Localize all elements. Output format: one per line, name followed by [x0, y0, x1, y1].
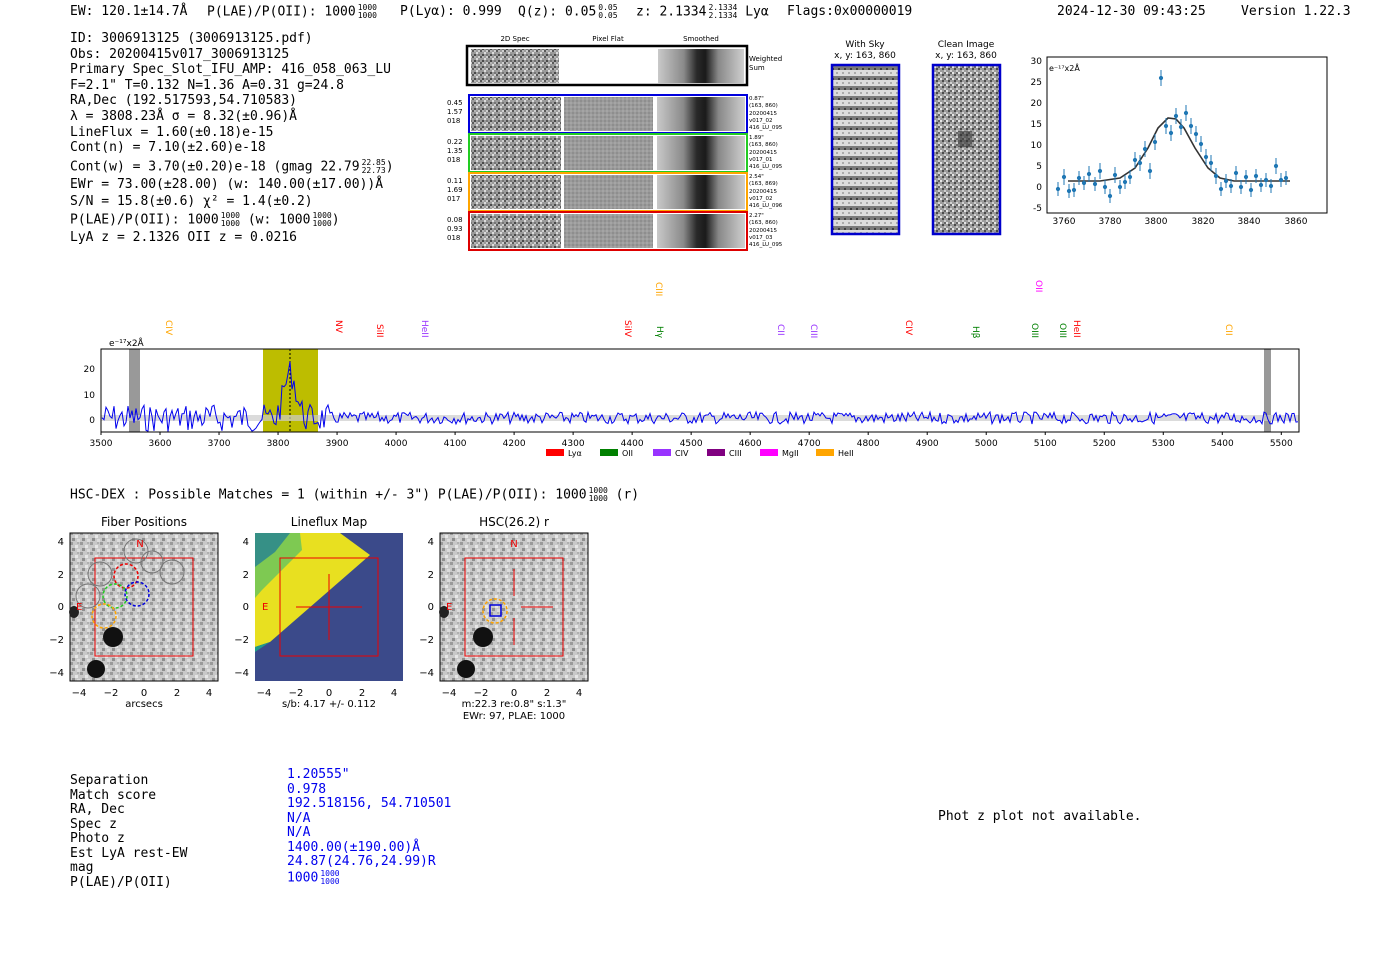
panel3-xtick-2: 0: [510, 688, 518, 699]
info-lineflux: LineFlux = 1.60(±0.18)e-15: [70, 124, 274, 140]
legend-label-heii: HeII: [838, 449, 854, 458]
fiber-row-4-smoothed: [657, 214, 745, 248]
hsc-matches-lo: 1000: [588, 494, 608, 503]
panel1-xlabel: arcsecs: [125, 699, 163, 710]
line-fit-datapoints: [1056, 70, 1287, 203]
hsc-matches-text: HSC-DEX : Possible Matches = 1 (within +/- 3") P(LAE)/P(OII): 1000: [70, 487, 587, 503]
full-spec-xtick-label: 3500: [89, 439, 113, 449]
header-version: Version 1.22.3: [1241, 4, 1351, 19]
full-spec-xtick-label: 4800: [856, 439, 880, 449]
fiber-row-3-right-2: 20200415: [749, 189, 777, 195]
fiber-row-4-left-1: 0.93: [447, 225, 463, 233]
info-block: [70, 31, 394, 246]
panel2-ytick-0: 4: [242, 537, 249, 548]
hsc-matches-hi: 1000: [588, 486, 608, 495]
line-label-1: NV: [333, 320, 343, 333]
line-fit-plot: [1020, 50, 1340, 235]
info-id: ID: 3006913125 (3006913125.pdf): [70, 31, 313, 46]
match-key-lya-ew: Est LyA rest-EW: [70, 845, 188, 861]
match-table-keys: [70, 774, 187, 890]
panel3-yticks: [419, 537, 434, 679]
panel3-ytick-3: −2: [419, 635, 434, 646]
line-fit-xticks: [1053, 217, 1308, 227]
full-spec-xtick-label: 5200: [1092, 439, 1116, 449]
panel1-xticks: [72, 688, 213, 699]
legend-label-lya: Lyα: [568, 449, 582, 458]
full-spec-xtick-label: 4000: [384, 439, 408, 449]
weighted-sum-smoothed: [658, 49, 744, 83]
panel1-galaxy-2: [87, 660, 105, 678]
full-spec-xtick-label: 5000: [974, 439, 998, 449]
sky-panels: [820, 36, 1010, 241]
panel2-ytick-2: 0: [242, 602, 249, 613]
fiber-row-3-flat: [564, 175, 653, 209]
info-contw-close: ): [385, 159, 394, 175]
legend-swatch-heii: [816, 449, 834, 456]
match-key-mag: mag: [70, 860, 94, 875]
with-sky-xy: x, y: 163, 860: [834, 51, 896, 61]
fiber-row-2-right-2: 20200415: [749, 150, 777, 156]
full-spec-xtick-label: 5400: [1210, 439, 1234, 449]
line-fit-xtick-4: 3840: [1237, 217, 1261, 227]
phot-z-note: Phot z plot not available.: [938, 809, 1142, 824]
match-val-radec: 192.518156, 54.710501: [287, 796, 452, 811]
legend-label-mgii: MgII: [782, 449, 799, 458]
col-header-smoothed: Smoothed: [683, 35, 719, 43]
panel1-ytick-4: −4: [49, 668, 64, 679]
fiber-row-4-left-2: 018: [447, 234, 461, 242]
header-z-line: Lyα: [745, 4, 769, 20]
fiber-row-4-flat: [564, 214, 653, 248]
info-contw-text: Cont(w) = 3.70(±0.20)e-18 (gmag 22.79: [70, 159, 360, 175]
header-qz-frac: [598, 4, 617, 20]
full-spec-xtick-label: 5300: [1151, 439, 1175, 449]
panel1-east: E: [76, 602, 83, 613]
fiber-row-2-flat: [564, 136, 653, 170]
full-spec-xticks: [90, 432, 1293, 449]
full-spec-xtick-label: 3900: [325, 439, 349, 449]
panel2-xtick-4: 4: [390, 688, 398, 699]
fiber-row-1-left-2: 018: [447, 117, 461, 125]
panel3-ytick-1: 2: [427, 570, 434, 581]
legend-label-ciii: CIII: [729, 449, 742, 458]
line-fit-xtick-1: 3780: [1098, 217, 1122, 227]
fiber-row-3-left-0: 0.11: [447, 177, 463, 185]
legend-swatch-ciii: [707, 449, 725, 456]
panel1-xtick-3: 2: [173, 688, 181, 699]
info-plae-hi: 1000: [220, 211, 240, 221]
panel3-ytick-4: −4: [419, 668, 434, 679]
fiber-row-1-right-3: v017_02: [749, 118, 773, 124]
panel3-galaxy-1: [473, 627, 493, 647]
fiber-row-3: [447, 173, 783, 211]
line-label-14: HeII: [1071, 320, 1081, 338]
panel3-galaxy-2: [457, 660, 475, 678]
full-spec-xtick-label: 4900: [915, 439, 939, 449]
fiber-row-2-smoothed: [657, 136, 745, 170]
match-val-plae-lo: 1000: [320, 876, 340, 886]
line-label-3: HeII: [419, 320, 429, 338]
panel2-ytick-1: 2: [242, 570, 249, 581]
fiber-row-1-left-1: 1.57: [447, 108, 463, 116]
match-val-plae: [287, 870, 451, 886]
full-spec-xtick-label: 3600: [148, 439, 172, 449]
match-key-score: Match score: [70, 787, 157, 803]
panel2-ytick-4: −4: [234, 668, 249, 679]
clean-image: [933, 65, 1000, 234]
line-label-13: OIII: [1057, 323, 1067, 339]
panel1-xtick-0: −4: [71, 688, 87, 699]
panel2-title: Lineflux Map: [290, 515, 368, 529]
match-key-separation: Separation: [70, 773, 149, 788]
info-plae-w-hi: 1000: [312, 211, 332, 221]
fiber-row-3-left-2: 017: [447, 195, 461, 203]
fiber-row-2-right-0: 1.89": [749, 135, 764, 141]
match-key-specz: Spec z: [70, 816, 117, 832]
fiber-row-1-right-0: 0.87": [749, 96, 764, 102]
hsc-matches-band: (r): [615, 487, 640, 503]
panel1-xtick-2: 0: [140, 688, 148, 699]
full-spec-xtick-label: 4400: [620, 439, 644, 449]
full-spec-xtick-label: 4500: [679, 439, 703, 449]
panel2-sb: s/b: 4.17 +/- 0.112: [281, 699, 377, 710]
fiber-row-2-left-2: 018: [447, 156, 461, 164]
panel2-east: E: [262, 602, 269, 613]
fiber-row-2-left-0: 0.22: [447, 138, 463, 146]
header-timestamp: 2024-12-30 09:43:25: [1057, 4, 1206, 19]
header-ew: EW: 120.1±14.7Å: [70, 4, 188, 19]
panel1-ytick-1: 2: [57, 570, 64, 581]
col-header-pixelflat: Pixel Flat: [592, 35, 624, 43]
fiber-row-2-2dspec: [471, 136, 561, 170]
hsc-matches-line: [70, 487, 639, 503]
info-fit: F=2.1" T=0.132 N=1.36 A=0.31 g=24.8: [70, 77, 344, 93]
info-contw: [70, 159, 394, 175]
panel3-north: N: [510, 539, 518, 550]
line-fit-ytick-7: -5: [1033, 204, 1042, 214]
info-primary: Primary Spec_Slot_IFU_AMP: 416_058_063_LU: [70, 62, 391, 78]
panel1-title: Fiber Positions: [100, 515, 188, 529]
header-z-label: z: 2.1334: [636, 4, 707, 20]
info-lyaz: LyA z = 2.1326 OII z = 0.0216: [70, 230, 297, 246]
line-label-12: OII: [1033, 280, 1043, 293]
full-spec-xtick-label: 4600: [738, 439, 762, 449]
info-plae-w-lo: 1000: [312, 219, 332, 229]
panel3-east: E: [446, 602, 453, 613]
line-label-8: CIII: [808, 324, 818, 339]
line-fit-ytick-6: 0: [1036, 183, 1042, 193]
panel3-xtick-1: −2: [473, 688, 489, 699]
match-val-specz: N/A: [287, 810, 311, 826]
panel3-image: [440, 533, 588, 681]
fiber-row-3-right-0: 2.54": [749, 174, 764, 180]
full-spec-xtick-label: 3800: [266, 439, 290, 449]
col-header-2dspec: 2D Spec: [500, 35, 530, 43]
fiber-row-3-left-1: 1.69: [447, 186, 463, 194]
line-fit-xtick-2: 3800: [1144, 217, 1168, 227]
image-panels: [40, 512, 610, 727]
full-spectrum-plot: [70, 278, 1310, 461]
match-val-separation: 1.20555": [287, 767, 350, 782]
line-fit-yticks: [1031, 57, 1043, 214]
fiber-row-3-right-4: 416_LU_096: [749, 203, 783, 209]
fiber-row-1-left-0: 0.45: [447, 99, 463, 107]
full-spec-ytick-2: 0: [89, 416, 95, 426]
panel1-ytick-0: 4: [57, 537, 64, 548]
match-val-lya-ew: 1400.00(±190.00)Å: [287, 839, 421, 855]
line-label-9: CIV: [903, 320, 913, 336]
fiber-row-2-right-3: v017_01: [749, 157, 773, 163]
panel3-xtick-0: −4: [441, 688, 457, 699]
fiber-row-4-right-0: 2.27": [749, 213, 764, 219]
panel1-xtick-4: 4: [205, 688, 213, 699]
fiber-row-4-left-0: 0.08: [447, 216, 463, 224]
panel3-xtick-4: 4: [575, 688, 583, 699]
header-qz: [518, 4, 618, 20]
line-fit-xtick-0: 3760: [1052, 217, 1076, 227]
with-sky-image: [832, 65, 899, 234]
match-val-mag: 24.87(24.76,24.99)R: [287, 854, 436, 869]
panel3-ytick-2: 0: [427, 602, 434, 613]
line-fit-unit-label: e⁻¹⁷x2Å: [1049, 64, 1080, 73]
match-val-score: 0.978: [287, 781, 327, 797]
line-label-10: Hβ: [970, 326, 980, 339]
header-plae-hi: 1000: [357, 3, 377, 12]
legend-label-civ: CIV: [675, 449, 689, 458]
with-sky-title: With Sky: [845, 40, 885, 50]
line-fit-ytick-3: 15: [1030, 120, 1042, 130]
line-fit-ytick-4: 10: [1030, 141, 1042, 151]
clean-image-source: [958, 131, 972, 147]
info-plae-w-frac: [312, 212, 331, 228]
match-key-photoz: Photo z: [70, 831, 125, 846]
match-val-photoz: N/A: [287, 825, 311, 840]
full-spec-xtick-label: 4200: [502, 439, 526, 449]
hsc-matches-frac: [589, 487, 608, 503]
line-fit-xtick-5: 3860: [1284, 217, 1308, 227]
panel1-ytick-2: 0: [57, 602, 64, 613]
info-plae-close: ): [331, 212, 340, 228]
panel1-yticks: [49, 537, 64, 679]
full-spec-ytick-1: 10: [83, 391, 95, 401]
header-z: [636, 4, 769, 20]
panel1-north: N: [136, 539, 144, 550]
panel1-ytick-3: −2: [49, 635, 64, 646]
panel1-xtick-1: −2: [103, 688, 119, 699]
fiber-row-1: [447, 95, 783, 133]
info-contw-lo: 22.73: [361, 165, 386, 175]
header-z-hi: 2.1334: [708, 3, 738, 12]
full-spec-legend: [546, 449, 854, 458]
weighted-sum-label-2: Sum: [749, 64, 765, 72]
full-spec-xtick-label: 5500: [1269, 439, 1293, 449]
legend-swatch-civ: [653, 449, 671, 456]
full-spec-xtick-label: 4100: [443, 439, 467, 449]
fiber-row-1-right-2: 20200415: [749, 111, 777, 117]
line-fit-ytick-5: 5: [1036, 162, 1042, 172]
fiber-row-4: [447, 212, 783, 250]
fiber-row-4-2dspec: [471, 214, 561, 248]
info-lambda: λ = 3808.23Å σ = 8.32(±0.96)Å: [70, 108, 297, 124]
header-plae: [207, 4, 377, 20]
header-flags: Flags:0x00000019: [787, 4, 913, 19]
info-sn: S/N = 15.8(±0.6) χ² = 1.4(±0.2): [70, 194, 313, 210]
header-plae-lo: 1000: [357, 11, 377, 20]
weighted-sum-2dspec: [471, 49, 559, 83]
full-spec-xtick-label: 4300: [561, 439, 585, 449]
fiber-row-4-right-4: 416_LU_095: [749, 242, 783, 248]
panel3-ytick-0: 4: [427, 537, 434, 548]
legend-swatch-lya: [546, 449, 564, 456]
fiber-row-3-right-1: (163, 869): [749, 181, 778, 187]
match-key-radec: RA, Dec: [70, 802, 125, 817]
line-fit-ytick-0: 30: [1030, 57, 1042, 67]
line-fit-ytick-1: 25: [1030, 78, 1042, 88]
header-qz-label: Q(z): 0.05: [518, 4, 597, 20]
full-spec-ytick-0: 20: [83, 365, 95, 375]
info-plae-frac: [221, 212, 240, 228]
header-z-frac: [708, 4, 737, 20]
full-spec-unit-label: e⁻¹⁷x2Å: [109, 339, 144, 349]
line-label-15: CII: [1223, 324, 1233, 336]
panel2-xtick-0: −4: [256, 688, 272, 699]
fiber-row-1-right-4: 416_LU_095: [749, 125, 783, 131]
fiber-row-3-smoothed: [657, 175, 745, 209]
match-val-plae-text: 1000: [287, 870, 319, 885]
header-plae-frac: [358, 4, 377, 20]
full-spec-yticks: [84, 365, 96, 426]
panel2-ytick-3: −2: [234, 635, 249, 646]
line-label-6: Hγ: [654, 326, 664, 339]
spec2d-panel: [440, 32, 800, 257]
panel3-xtick-3: 2: [543, 688, 551, 699]
fiber-row-1-2dspec: [471, 97, 561, 131]
panel2-xtick-1: −2: [288, 688, 304, 699]
info-plae-text: P(LAE)/P(OII): 1000: [70, 212, 219, 228]
match-key-plae: P(LAE)/P(OII): [70, 874, 172, 890]
fiber-row-3-right-3: v017_02: [749, 196, 773, 202]
fiber-row-2-right-4: 416_LU_095: [749, 164, 783, 170]
line-fit-xtick-3: 3820: [1191, 217, 1215, 227]
panel2-xtick-2: 0: [325, 688, 333, 699]
info-plae-lo: 1000: [220, 219, 240, 229]
header-plae-label: P(LAE)/P(OII): 1000: [207, 4, 356, 20]
fiber-row-1-right-1: (163, 860): [749, 103, 778, 109]
legend-swatch-oii: [600, 449, 618, 456]
panel2-xticks: [257, 688, 398, 699]
fiber-row-4-right-1: (163, 860): [749, 220, 778, 226]
line-fit-ytick-2: 20: [1030, 99, 1042, 109]
header-z-lo: 2.1334: [708, 11, 738, 20]
info-radec: RA,Dec (192.517593,54.710583): [70, 93, 297, 109]
panel3-xticks: [442, 688, 583, 699]
line-label-11: OIII: [1029, 323, 1039, 339]
info-plae-w: (w: 1000: [247, 212, 311, 228]
panel1-galaxy-1: [103, 627, 123, 647]
match-table-values: [287, 768, 451, 886]
line-label-0: CIV: [163, 320, 173, 336]
info-contn: Cont(n) = 7.10(±2.60)e-18: [70, 140, 266, 156]
fiber-row-2: [447, 134, 783, 172]
legend-swatch-mgii: [760, 449, 778, 456]
panel2-yticks: [234, 537, 249, 679]
line-label-2: SiII: [374, 324, 384, 338]
fiber-row-2-right-1: (163, 860): [749, 142, 778, 148]
fiber-row-3-2dspec: [471, 175, 561, 209]
info-plae: [70, 212, 394, 228]
clean-image-xy: x, y: 163, 860: [935, 51, 997, 61]
header-plya: P(Lyα): 0.999: [400, 4, 502, 19]
line-label-4: SiIV: [622, 320, 632, 338]
info-obs: Obs: 20200415v017_3006913125: [70, 46, 290, 62]
header-qz-hi: 0.05: [598, 3, 618, 12]
full-spec-xtick-label: 4700: [797, 439, 821, 449]
weighted-sum-label-1: Weighted: [749, 55, 783, 63]
line-label-5: CIII: [653, 282, 663, 297]
panel3-note-1: m:22.3 re:0.8" s:1.3": [461, 699, 567, 710]
panel3-title: HSC(26.2) r: [479, 515, 549, 529]
info-contw-frac: [362, 159, 386, 175]
fiber-row-2-left-1: 1.35: [447, 147, 463, 155]
info-ewr: EWr = 73.00(±28.00) (w: 140.00(±17.00))Å: [70, 176, 384, 192]
panel3-note-2: EWr: 97, PLAE: 1000: [462, 711, 566, 722]
line-labels: [163, 280, 1233, 339]
fiber-row-1-flat: [564, 97, 653, 131]
fiber-row-4-right-3: v017_03: [749, 235, 773, 241]
legend-label-oii: OII: [622, 449, 634, 458]
fiber-row-4-right-2: 20200415: [749, 228, 777, 234]
line-label-7: CII: [775, 324, 785, 336]
header-qz-lo: 0.05: [598, 11, 618, 20]
panel2-xtick-3: 2: [358, 688, 366, 699]
full-spec-xtick-label: 5100: [1033, 439, 1057, 449]
info-contw-hi: 22.85: [361, 157, 386, 167]
clean-image-title: Clean Image: [937, 40, 995, 50]
fiber-row-1-smoothed: [657, 97, 745, 131]
match-val-plae-frac: [320, 870, 339, 886]
full-spec-xtick-label: 3700: [207, 439, 231, 449]
match-val-plae-hi: 1000: [320, 868, 340, 878]
